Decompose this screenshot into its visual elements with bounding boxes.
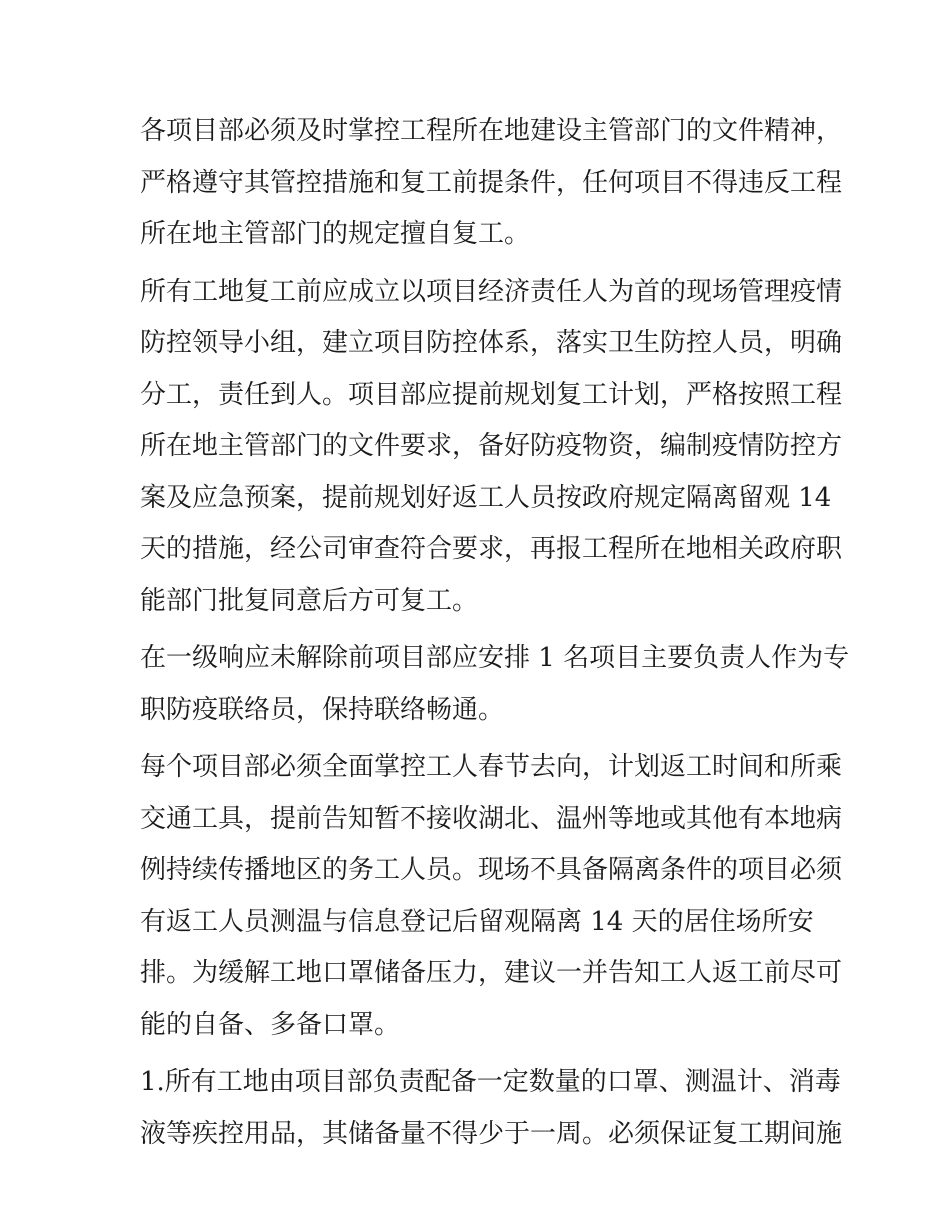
text-line: 每个项目部必须全面掌控工人春节去向，计划返工时间和所乘 <box>140 752 843 782</box>
text-line: 严格遵守其管控措施和复工前提条件，任何项目不得违反工程 <box>140 167 843 198</box>
text-line: 案及应急预案，提前规划好返工人员按政府规定隔离留观 14 <box>140 482 832 513</box>
paragraph-3 <box>140 633 850 736</box>
text-line: 能的自备、多备口罩。 <box>140 1009 401 1040</box>
paragraph-1 <box>140 106 843 261</box>
text-line: 各项目部必须及时掌控工程所在地建设主管部门的文件精神， <box>140 116 843 146</box>
text-line: 职防疫联络员，保持联络畅通。 <box>140 694 505 725</box>
paragraph-2 <box>140 267 843 628</box>
text-line: 例持续传播地区的务工人员。现场不具备隔离条件的项目必须 <box>140 855 843 885</box>
text-line: 排。为缓解工地口罩储备压力，建议一并告知工人返工前尽可 <box>140 958 843 988</box>
text-line: 所在地主管部门的文件要求，备好防疫物资，编制疫情防控方 <box>140 431 843 461</box>
paragraph-4 <box>140 742 843 1051</box>
text-line: 防控领导小组，建立项目防控体系，落实卫生防控人员，明确 <box>140 328 843 358</box>
text-line: 交通工具，提前告知暂不接收湖北、温州等地或其他有本地病 <box>140 803 843 834</box>
text-line: 所有工地复工前应成立以项目经济责任人为首的现场管理疫情 <box>140 276 843 307</box>
text-line: 能部门批复同意后方可复工。 <box>140 585 479 616</box>
text-line: 分工，责任到人。项目部应提前规划复工计划，严格按照工程 <box>140 379 843 410</box>
text-line: 所在地主管部门的规定擅自复工。 <box>140 219 531 249</box>
text-line: 有返工人员测温与信息登记后留观隔离 14 天的居住场所安 <box>140 906 814 937</box>
paragraph-5 <box>140 1057 843 1160</box>
text-line: 液等疾控用品，其储备量不得少于一周。必须保证复工期间施 <box>140 1118 843 1149</box>
document-body <box>140 106 850 1166</box>
text-line: 在一级响应未解除前项目部应安排 1 名项目主要负责人作为专 <box>140 643 850 673</box>
text-line: 1.所有工地由项目部负责配备一定数量的口罩、测温计、消毒 <box>140 1067 841 1097</box>
text-line: 天的措施，经公司审查符合要求，再报工程所在地相关政府职 <box>140 534 843 564</box>
